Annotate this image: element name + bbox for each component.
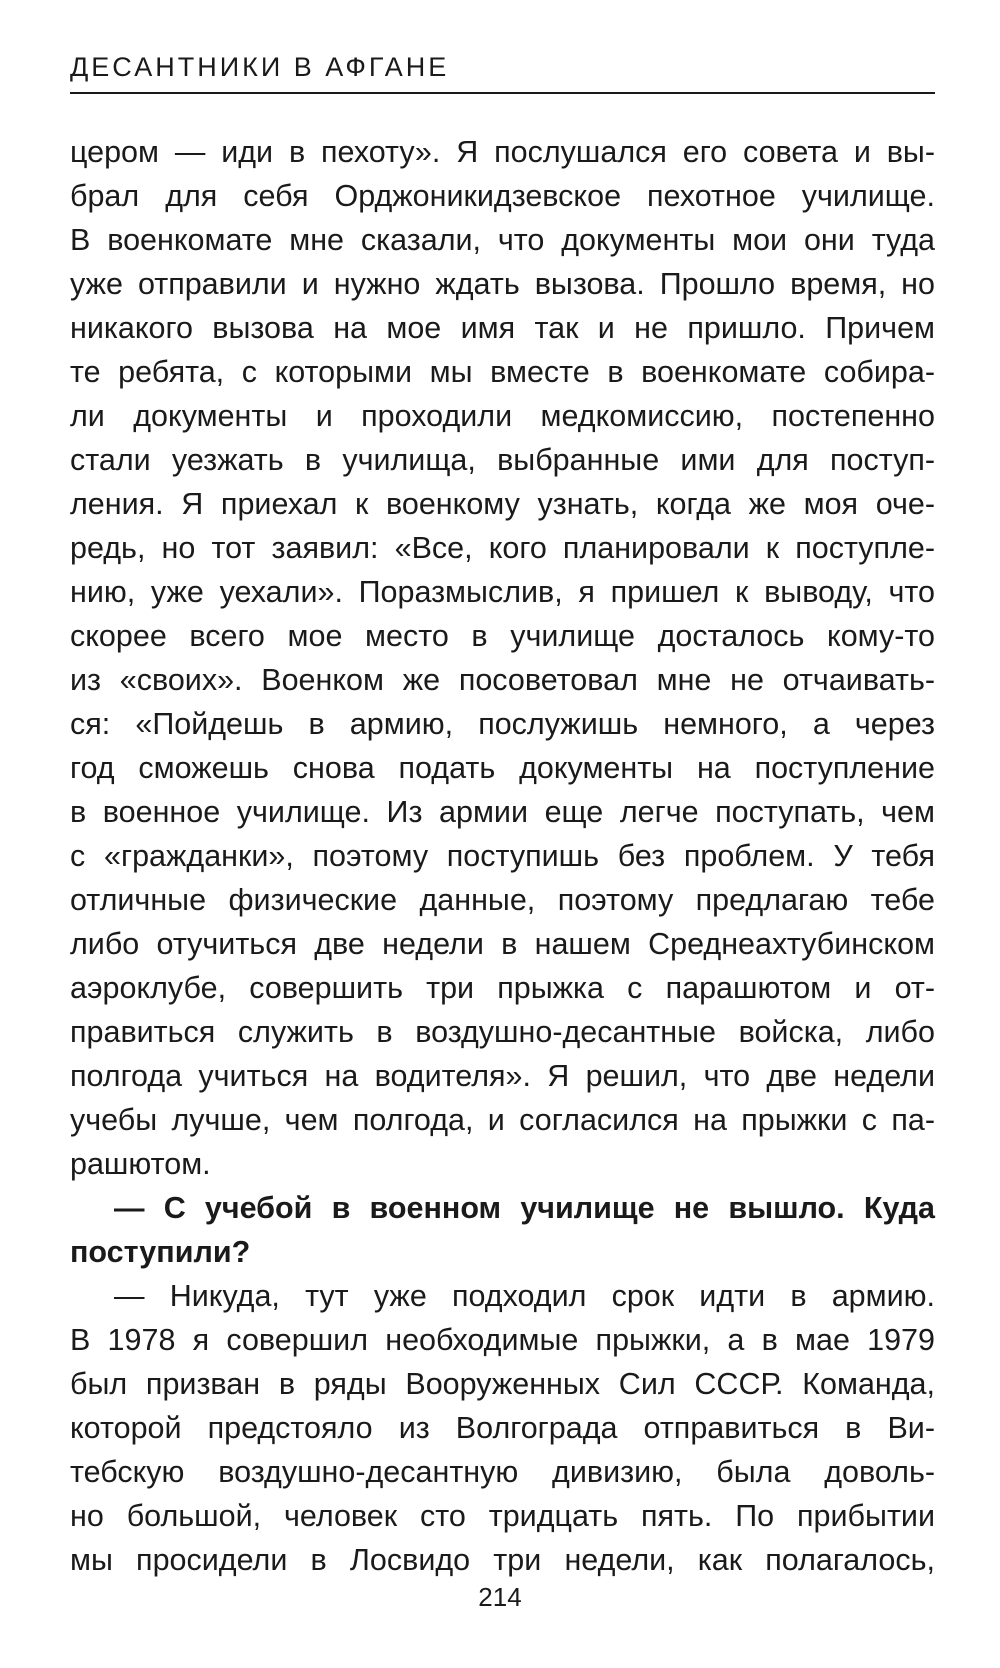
text-line: В военкомате мне сказали, что документы мои они туда — [70, 223, 935, 257]
header-rule — [70, 92, 935, 94]
text-line: в военное училище. Из армии еще легче поступать, чем — [70, 795, 935, 829]
text-line: брал для себя Орджоникидзевское пехотное училище. — [70, 179, 935, 213]
text-line: те ребята, с которыми мы вместе в военкомате собира- — [70, 355, 935, 389]
text-line: нию, уже уехали». Поразмыслив, я пришел к выводу, что — [70, 575, 935, 609]
text-line: поступили? — [70, 1235, 251, 1269]
text-line: отличные физические данные, поэтому предлагаю тебе — [70, 883, 935, 917]
page-number: 214 — [478, 1582, 522, 1612]
text-line: которой предстояло из Волгограда отправиться в Ви- — [70, 1411, 935, 1445]
text-line: цером — иди в пехоту». Я послушался его совета и вы- — [70, 135, 935, 169]
text-line: ся: «Пойдешь в армию, послужишь немного, а через — [70, 707, 935, 741]
text-line: — С учебой в военном училище не вышло. Куда — [114, 1191, 935, 1225]
text-line: но большой, человек сто тридцать пять. По прибытии — [70, 1499, 935, 1533]
text-line: полгода учиться на водителя». Я решил, что две недели — [70, 1059, 935, 1093]
running-head: ДЕСАНТНИКИ В АФГАНЕ — [70, 52, 450, 82]
text-line: — Никуда, тут уже подходил срок идти в армию. — [114, 1279, 935, 1313]
text-line: В 1978 я совершил необходимые прыжки, а в мае 1979 — [70, 1323, 935, 1357]
body-text — [70, 130, 935, 1582]
text-line: либо отучиться две недели в нашем Среднеахтубинском — [70, 927, 935, 961]
text-line: никакого вызова на мое имя так и не пришло. Причем — [70, 311, 935, 345]
text-line: скорее всего мое место в училище досталось кому-то — [70, 619, 935, 653]
text-line: уже отправили и нужно ждать вызова. Прошло время, но — [70, 267, 935, 301]
text-line: с «гражданки», поэтому поступишь без проблем. У тебя — [70, 839, 935, 873]
text-line: рашютом. — [70, 1147, 211, 1181]
text-line: ли документы и проходили медкомиссию, постепенно — [70, 399, 935, 433]
text-line: правиться служить в воздушно-десантные войска, либо — [70, 1015, 935, 1049]
text-line: был призван в ряды Вооруженных Сил СССР. Команда, — [70, 1367, 935, 1401]
text-line: ления. Я приехал к военкому узнать, когда же моя оче- — [70, 487, 935, 521]
text-line: из «своих». Военком же посоветовал мне не отчаивать- — [70, 663, 935, 697]
text-line: год сможешь снова подать документы на поступление — [70, 751, 935, 785]
text-line: стали уезжать в училища, выбранные ими для поступ- — [70, 443, 935, 477]
text-line: тебскую воздушно-десантную дивизию, была доволь- — [70, 1455, 935, 1489]
text-line: аэроклубе, совершить три прыжка с парашютом и от- — [70, 971, 935, 1005]
text-line: мы просидели в Лосвидо три недели, как полагалось, — [70, 1543, 935, 1577]
text-line: редь, но тот заявил: «Все, кого планировали к поступле- — [70, 531, 935, 565]
text-line: учебы лучше, чем полгода, и согласился на прыжки с па- — [70, 1103, 935, 1137]
